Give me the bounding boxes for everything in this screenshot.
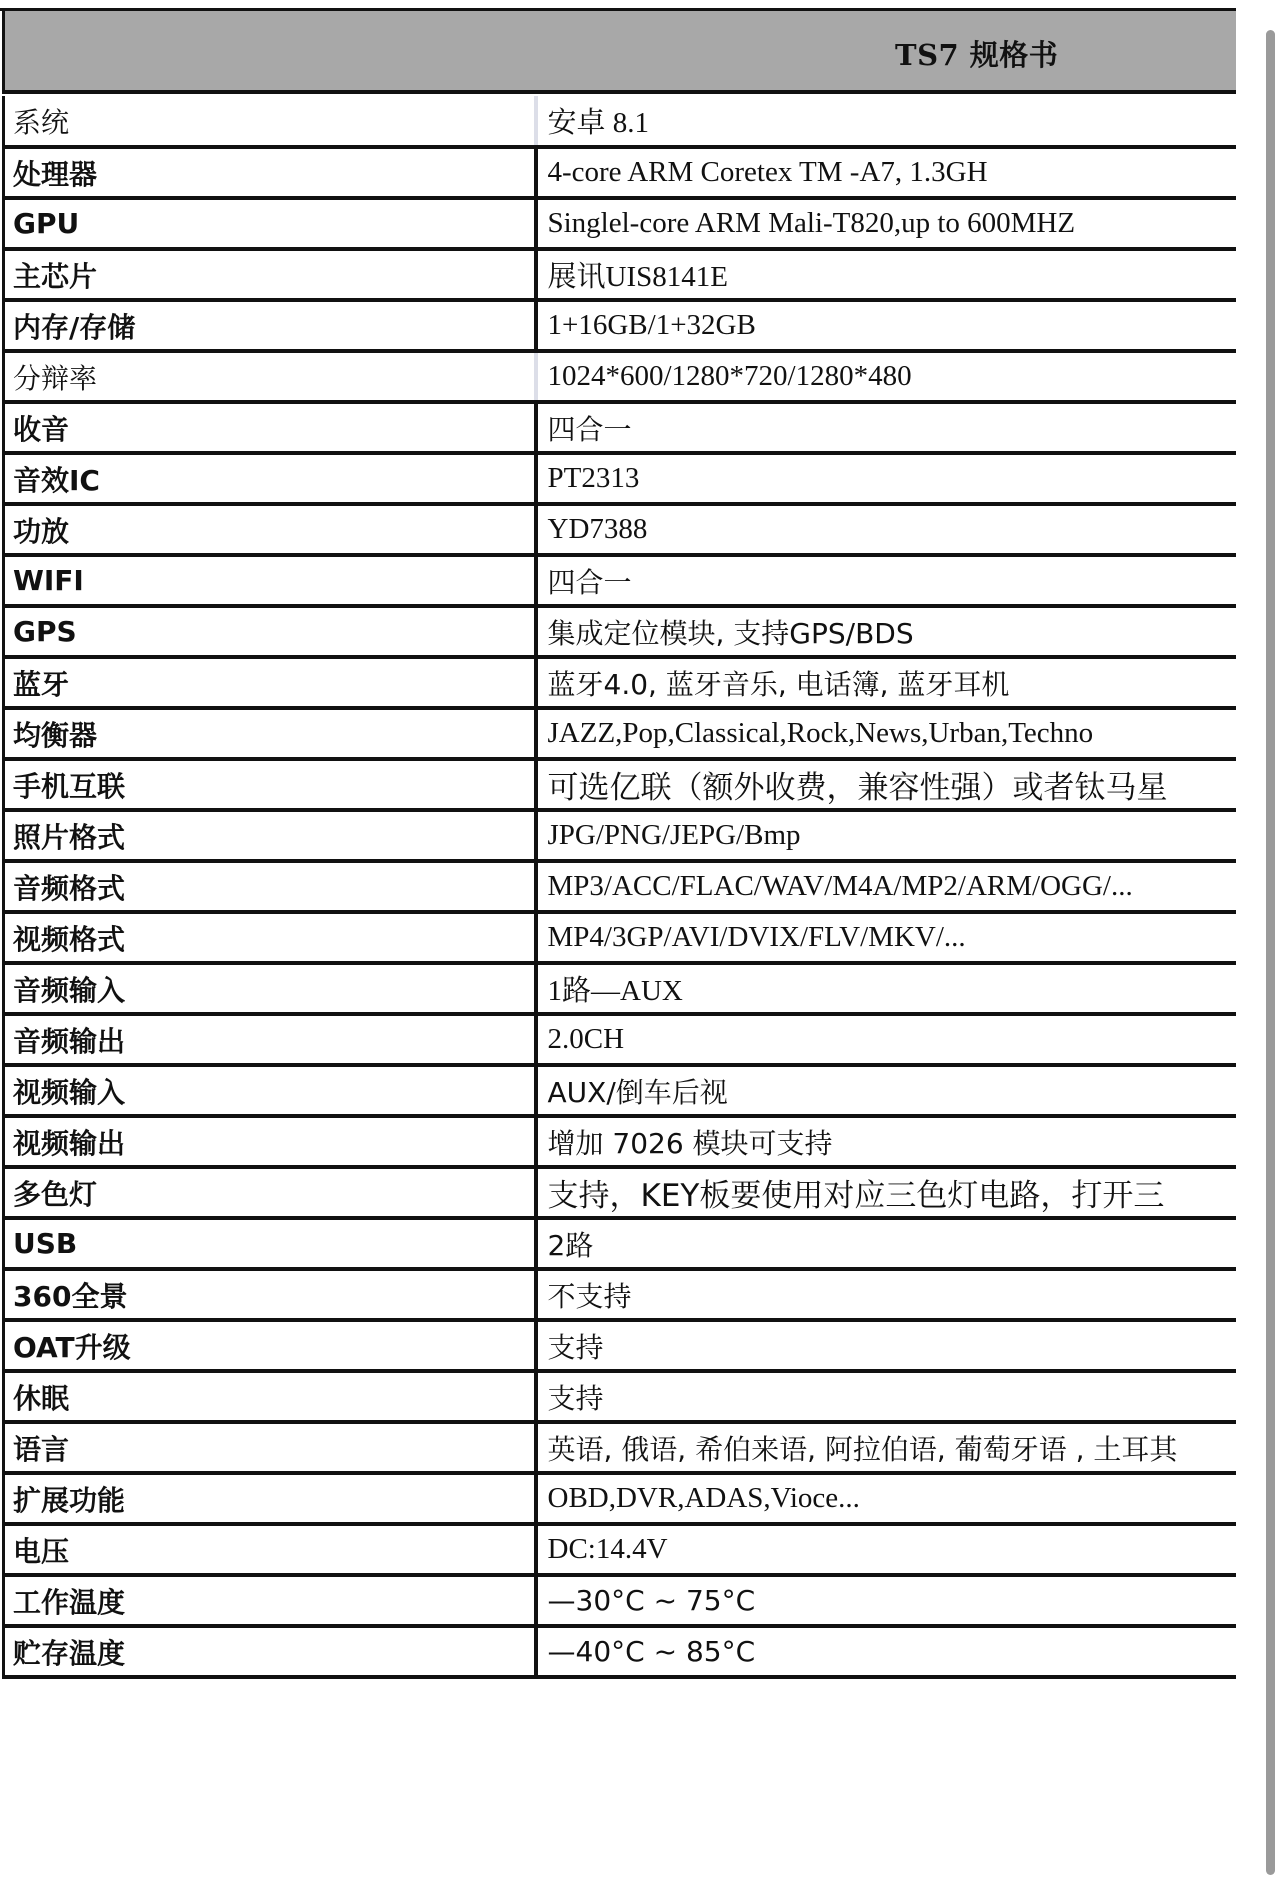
spec-row-voltage bbox=[4, 1524, 1237, 1575]
spec-value: Singlel-core ARM Mali-T820,up to 600MHZ bbox=[536, 198, 1237, 249]
spec-row-amplifier bbox=[4, 504, 1237, 555]
spec-row-video-format bbox=[4, 912, 1237, 963]
spec-row-bluetooth bbox=[4, 657, 1237, 708]
spec-row-video-input bbox=[4, 1065, 1237, 1116]
spec-row-wifi bbox=[4, 555, 1237, 606]
spec-label: 工作温度 bbox=[4, 1575, 536, 1626]
spec-label: 系统 bbox=[4, 96, 536, 147]
spec-label: 贮存温度 bbox=[4, 1626, 536, 1677]
scrollbar-track[interactable] bbox=[1236, 0, 1284, 1879]
spec-label: 分辩率 bbox=[4, 351, 536, 402]
spec-label: 电压 bbox=[4, 1524, 536, 1575]
scrollbar-thumb[interactable] bbox=[1266, 30, 1275, 1875]
spec-value: —30°C ~ 75°C bbox=[536, 1575, 1237, 1626]
spec-value: 不支持 bbox=[536, 1269, 1237, 1320]
spec-value: DC:14.4V bbox=[536, 1524, 1237, 1575]
spec-label: 音频输出 bbox=[4, 1014, 536, 1065]
spec-label: 功放 bbox=[4, 504, 536, 555]
spec-value: JPG/PNG/JEPG/Bmp bbox=[536, 810, 1237, 861]
spec-label: OAT升级 bbox=[4, 1320, 536, 1371]
spec-value: 1路—AUX bbox=[536, 963, 1237, 1014]
spec-row-main-chip bbox=[4, 249, 1237, 300]
spec-label: 均衡器 bbox=[4, 708, 536, 759]
header-bar bbox=[2, 11, 1236, 94]
spec-row-photo-format bbox=[4, 810, 1237, 861]
spec-value: 支持 bbox=[536, 1320, 1237, 1371]
spec-value: 支持 bbox=[536, 1371, 1237, 1422]
spec-row-gpu bbox=[4, 198, 1237, 249]
spec-label: 视频格式 bbox=[4, 912, 536, 963]
spec-row-radio bbox=[4, 402, 1237, 453]
spec-value: PT2313 bbox=[536, 453, 1237, 504]
spec-row-audio-input bbox=[4, 963, 1237, 1014]
spec-label: 语言 bbox=[4, 1422, 536, 1473]
spec-label: 360全景 bbox=[4, 1269, 536, 1320]
spec-label: 收音 bbox=[4, 402, 536, 453]
spec-row-gps bbox=[4, 606, 1237, 657]
spec-row-processor bbox=[4, 147, 1237, 198]
spec-value: JAZZ,Pop,Classical,Rock,News,Urban,Techno bbox=[536, 708, 1237, 759]
spec-row-ota-upgrade bbox=[4, 1320, 1237, 1371]
spec-value: 2.0CH bbox=[536, 1014, 1237, 1065]
spec-value: 四合一 bbox=[536, 402, 1237, 453]
spec-label: WIFI bbox=[4, 555, 536, 606]
spec-label: 扩展功能 bbox=[4, 1473, 536, 1524]
spec-value: 展讯UIS8141E bbox=[536, 249, 1237, 300]
spec-value: 可选亿联（额外收费，兼容性强）或者钛马星 bbox=[536, 759, 1237, 810]
spec-label: 音效IC bbox=[4, 453, 536, 504]
spec-table bbox=[2, 96, 1236, 1679]
spec-row-360-panorama bbox=[4, 1269, 1237, 1320]
spec-row-audio-ic bbox=[4, 453, 1237, 504]
spec-row-resolution bbox=[4, 351, 1237, 402]
spec-row-audio-format bbox=[4, 861, 1237, 912]
spec-label: 多色灯 bbox=[4, 1167, 536, 1218]
spec-row-system bbox=[4, 96, 1237, 147]
spec-value: 1024*600/1280*720/1280*480 bbox=[536, 351, 1237, 402]
spec-value: 1+16GB/1+32GB bbox=[536, 300, 1237, 351]
spec-label: 照片格式 bbox=[4, 810, 536, 861]
spec-label: 蓝牙 bbox=[4, 657, 536, 708]
spec-value: 蓝牙4.0, 蓝牙音乐, 电话簿, 蓝牙耳机 bbox=[536, 657, 1237, 708]
spec-label: 手机互联 bbox=[4, 759, 536, 810]
spec-label: 视频输出 bbox=[4, 1116, 536, 1167]
spec-row-sleep bbox=[4, 1371, 1237, 1422]
spec-row-extensions bbox=[4, 1473, 1237, 1524]
spec-value: 支持，KEY板要使用对应三色灯电路，打开三 bbox=[536, 1167, 1237, 1218]
spec-label: GPS bbox=[4, 606, 536, 657]
spec-label: 音频格式 bbox=[4, 861, 536, 912]
spec-label: GPU bbox=[4, 198, 536, 249]
spec-row-usb bbox=[4, 1218, 1237, 1269]
spec-value: MP3/ACC/FLAC/WAV/M4A/MP2/ARM/OGG/... bbox=[536, 861, 1237, 912]
spec-row-video-output bbox=[4, 1116, 1237, 1167]
spec-row-operating-temp bbox=[4, 1575, 1237, 1626]
spec-row-equalizer bbox=[4, 708, 1237, 759]
spec-label: 处理器 bbox=[4, 147, 536, 198]
spec-value: MP4/3GP/AVI/DVIX/FLV/MKV/... bbox=[536, 912, 1237, 963]
spec-row-multicolor-light bbox=[4, 1167, 1237, 1218]
spec-value: 4-core ARM Coretex TM -A7, 1.3GH bbox=[536, 147, 1237, 198]
spec-value: 英语, 俄语, 希伯来语, 阿拉伯语, 葡萄牙语 , 土耳其 bbox=[536, 1422, 1237, 1473]
spec-value: 安卓 8.1 bbox=[536, 96, 1237, 147]
spec-value: YD7388 bbox=[536, 504, 1237, 555]
spec-value: 集成定位模块, 支持GPS/BDS bbox=[536, 606, 1237, 657]
spec-label: 内存/存储 bbox=[4, 300, 536, 351]
spec-row-memory bbox=[4, 300, 1237, 351]
spec-label: 休眠 bbox=[4, 1371, 536, 1422]
spec-row-language bbox=[4, 1422, 1237, 1473]
spec-value: 增加 7026 模块可支持 bbox=[536, 1116, 1237, 1167]
spec-label: 主芯片 bbox=[4, 249, 536, 300]
spec-value: 四合一 bbox=[536, 555, 1237, 606]
spec-value: OBD,DVR,ADAS,Vioce... bbox=[536, 1473, 1237, 1524]
spec-value: 2路 bbox=[536, 1218, 1237, 1269]
spec-row-storage-temp bbox=[4, 1626, 1237, 1677]
spec-row-phone-link bbox=[4, 759, 1237, 810]
spec-value: AUX/倒车后视 bbox=[536, 1065, 1237, 1116]
spec-label: USB bbox=[4, 1218, 536, 1269]
spec-label: 音频输入 bbox=[4, 963, 536, 1014]
spec-value: —40°C ~ 85°C bbox=[536, 1626, 1237, 1677]
top-border bbox=[0, 0, 1236, 11]
spec-label: 视频输入 bbox=[4, 1065, 536, 1116]
spec-row-audio-output bbox=[4, 1014, 1237, 1065]
document-title: TS7 规格书 bbox=[895, 38, 1059, 72]
